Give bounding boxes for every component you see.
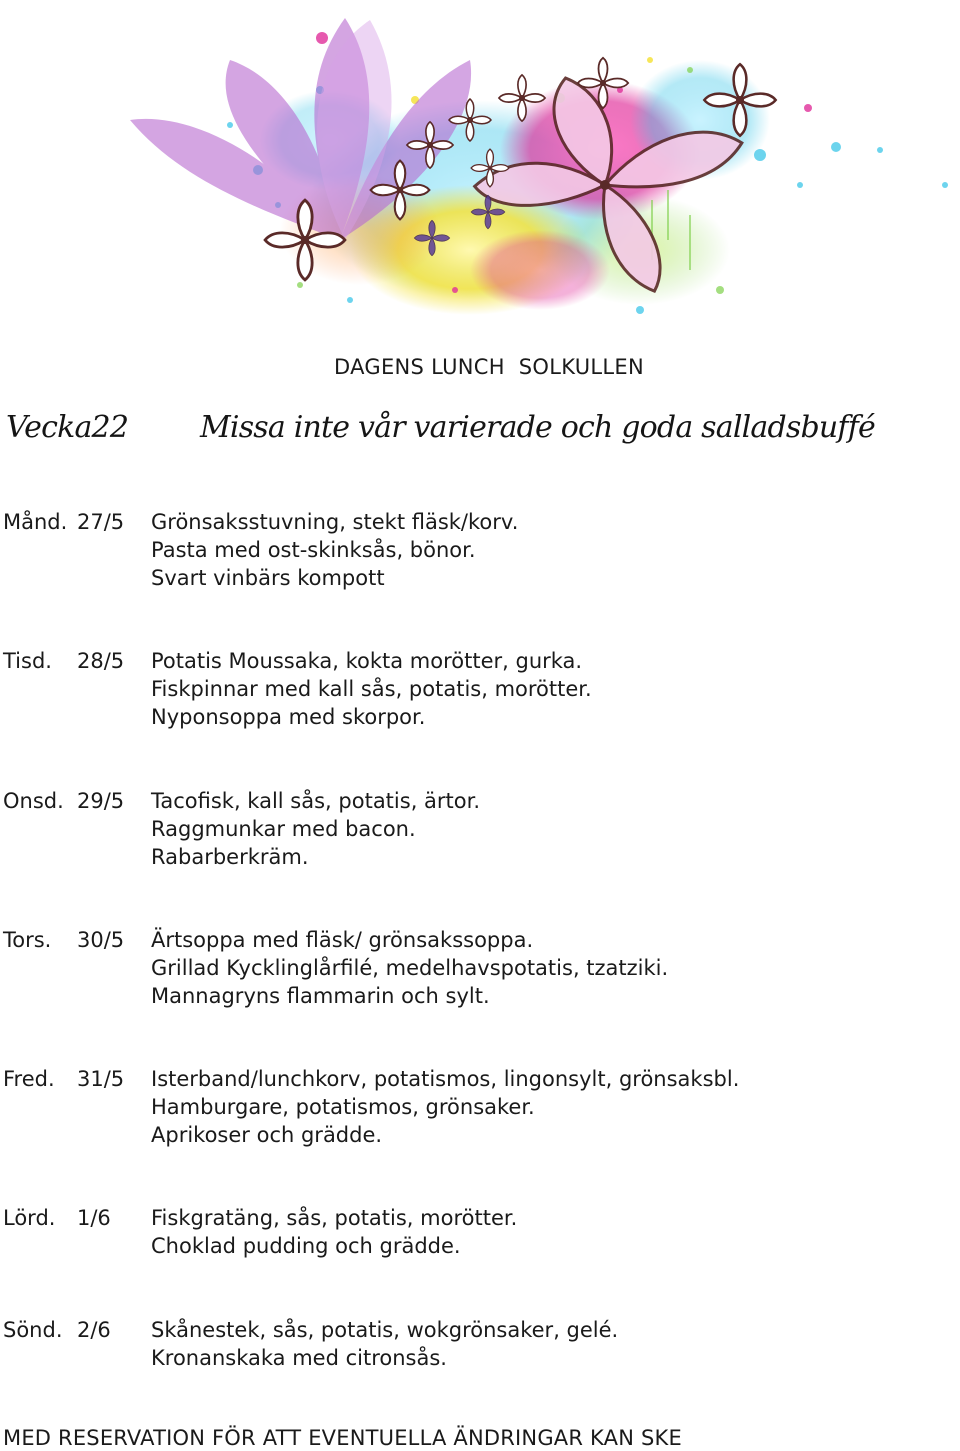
- dish-list: [151, 787, 480, 871]
- dish: Ärtsoppa med fläsk/ grönsakssoppa.: [151, 928, 534, 952]
- day-name: Lörd.: [3, 1206, 56, 1230]
- dish-list: [151, 647, 592, 731]
- flower-splash-illustration: [0, 0, 960, 330]
- dish: Isterband/lunchkorv, potatismos, lingonsylt, grönsaksbl.: [151, 1067, 740, 1091]
- dish-list: [151, 1316, 618, 1372]
- reservation-notice: MED RESERVATION FÖR ATT EVENTUELLA ÄNDRINGAR KAN SKE: [3, 1426, 682, 1450]
- dish: Kronanskaka med citronsås.: [151, 1346, 447, 1370]
- day-date: 29/5: [77, 789, 125, 813]
- week-label: Vecka22: [6, 410, 129, 445]
- dish: Grillad Kycklinglårfilé, medelhavspotatis, tzatziki.: [151, 956, 669, 980]
- dish: Choklad pudding och grädde.: [151, 1234, 461, 1258]
- dish: Aprikoser och grädde.: [151, 1123, 383, 1147]
- dish: Pasta med ost-skinksås, bönor.: [151, 538, 476, 562]
- day-name: Sönd.: [3, 1318, 63, 1342]
- day-name: Tisd.: [3, 649, 52, 673]
- dish: Fiskgratäng, sås, potatis, morötter.: [151, 1206, 518, 1230]
- day-date: 30/5: [77, 928, 125, 952]
- dish: Rabarberkräm.: [151, 845, 309, 869]
- salad-buffet-tagline: Missa inte vår varierade och goda salladsbuffé: [200, 410, 875, 445]
- dish-list: [151, 1065, 739, 1149]
- dish: Svart vinbärs kompott: [151, 566, 385, 590]
- page-heading: DAGENS LUNCH SOLKULLEN: [334, 355, 645, 379]
- dish: Mannagryns flammarin och sylt.: [151, 984, 490, 1008]
- dish-list: [151, 1204, 517, 1260]
- dish: Potatis Moussaka, kokta morötter, gurka.: [151, 649, 583, 673]
- dish: Grönsaksstuvning, stekt fläsk/korv.: [151, 510, 519, 534]
- day-date: 27/5: [77, 510, 125, 534]
- dish: Nyponsoppa med skorpor.: [151, 705, 426, 729]
- dish: Skånestek, sås, potatis, wokgrönsaker, gelé.: [151, 1318, 619, 1342]
- day-name: Månd.: [3, 510, 68, 534]
- day-name: Tors.: [3, 928, 52, 952]
- dish-list: [151, 926, 668, 1010]
- day-name: Fred.: [3, 1067, 55, 1091]
- dish: Tacofisk, kall sås, potatis, ärtor.: [151, 789, 481, 813]
- day-name: Onsd.: [3, 789, 64, 813]
- dish: Fiskpinnar med kall sås, potatis, morötter.: [151, 677, 592, 701]
- dish-list: [151, 508, 518, 592]
- day-date: 2/6: [77, 1318, 111, 1342]
- dish: Hamburgare, potatismos, grönsaker.: [151, 1095, 535, 1119]
- day-date: 31/5: [77, 1067, 125, 1091]
- dish: Raggmunkar med bacon.: [151, 817, 416, 841]
- day-date: 28/5: [77, 649, 125, 673]
- day-date: 1/6: [77, 1206, 111, 1230]
